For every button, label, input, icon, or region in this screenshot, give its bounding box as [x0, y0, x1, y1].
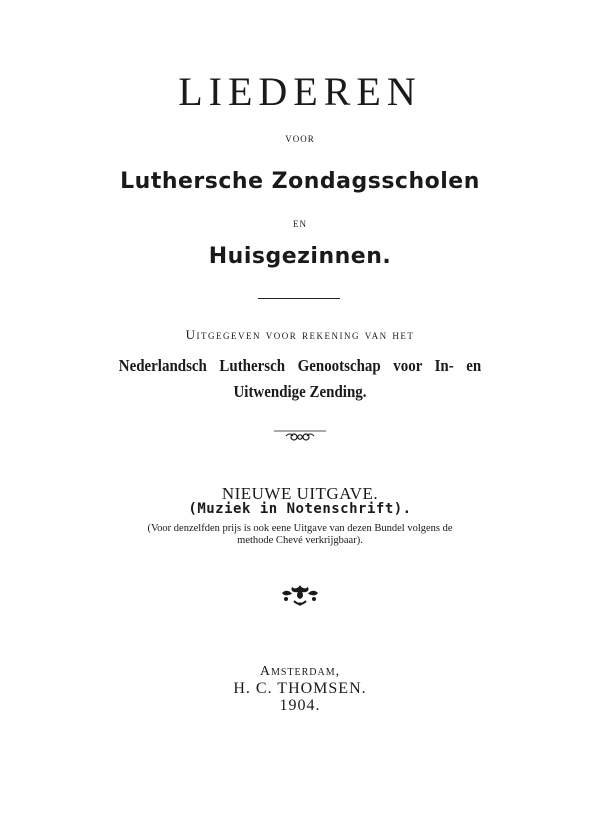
edition-label: NIEUWE UITGAVE.: [221, 484, 379, 503]
edition-note-line-1: (Voor denzelfden prijs is ook eene Uitgave van dezen Bundel volgens de: [147, 523, 453, 534]
edition-format: (Muziek in Notenschrift).: [188, 501, 412, 517]
subtitle-huisgezinnen: Huisgezinnen.: [208, 244, 392, 269]
subtitle-zondagsscholen: Luthersche Zondagsscholen: [120, 169, 480, 194]
connector-voor: VOOR: [285, 134, 315, 144]
publisher-intro: Uitgegeven voor rekening van het: [185, 327, 415, 342]
connector-en: EN: [293, 219, 307, 229]
edition-note-line-2: methode Chevé verkrijgbaar).: [237, 535, 363, 546]
divider-rule: [258, 298, 340, 299]
imprint-city: Amsterdam,: [259, 664, 341, 679]
imprint-printer: H. C. THOMSEN.: [233, 680, 367, 697]
scroll-ornament-icon: [272, 428, 328, 442]
imprint-year: 1904.: [279, 697, 321, 714]
society-name-line-1: Nederlandsch Luthersch Genootschap voor In- en: [118, 356, 482, 375]
society-name-line-2: Uitwendige Zending.: [233, 382, 367, 401]
book-title: LIEDEREN: [178, 69, 422, 114]
fleuron-ornament-icon: [278, 583, 322, 607]
